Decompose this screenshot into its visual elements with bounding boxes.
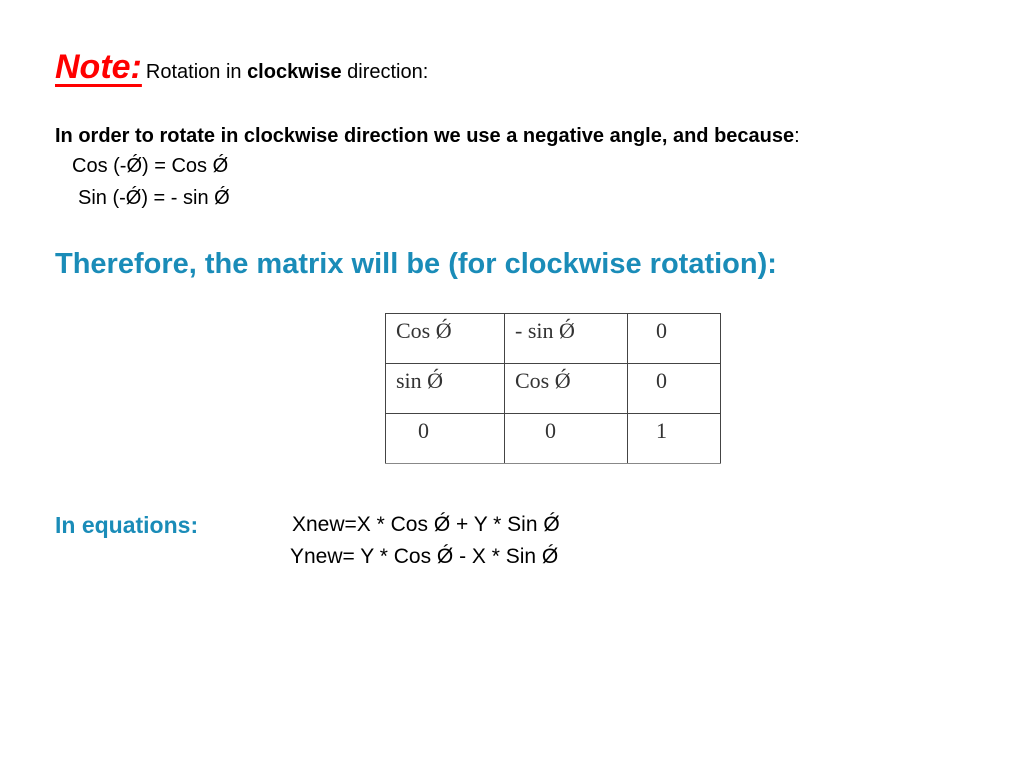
matrix-row xyxy=(386,414,721,464)
matrix-row xyxy=(386,314,721,364)
intro-paragraph xyxy=(55,125,800,148)
identity-cos: Cos (-Ǿ) = Cos Ǿ xyxy=(72,155,229,177)
matrix-cell: sin Ǿ xyxy=(386,364,505,414)
matrix-table xyxy=(385,313,721,464)
note-text-before: Rotation in xyxy=(145,61,248,83)
matrix-cell: Cos Ǿ xyxy=(386,314,505,364)
matrix-cell: 0 xyxy=(628,364,721,414)
therefore-heading: Therefore, the matrix will be (for clockwise rotation): xyxy=(55,248,777,280)
note-label: Note: xyxy=(55,48,142,86)
matrix-cell: - sin Ǿ xyxy=(505,314,628,364)
note-text-bold: clockwise xyxy=(247,61,342,83)
matrix-cell: 0 xyxy=(386,414,505,464)
equations-label: In equations: xyxy=(55,512,199,538)
intro-suffix: : xyxy=(794,125,800,147)
matrix-cell: 1 xyxy=(628,414,721,464)
equation-xnew: Xnew=X * Cos Ǿ + Y * Sin Ǿ xyxy=(292,513,560,536)
matrix-row xyxy=(386,364,721,414)
equation-ynew: Ynew= Y * Cos Ǿ - X * Sin Ǿ xyxy=(290,545,559,568)
matrix-cell: 0 xyxy=(505,414,628,464)
matrix-cell: 0 xyxy=(628,314,721,364)
intro-bold-text: In order to rotate in clockwise direction we use a negative angle, and because xyxy=(55,125,795,147)
matrix-cell: Cos Ǿ xyxy=(505,364,628,414)
identity-sin: Sin (-Ǿ) = - sin Ǿ xyxy=(78,187,230,209)
note-line xyxy=(55,48,428,87)
rotation-matrix xyxy=(385,313,721,464)
note-text-after: direction: xyxy=(341,61,429,83)
